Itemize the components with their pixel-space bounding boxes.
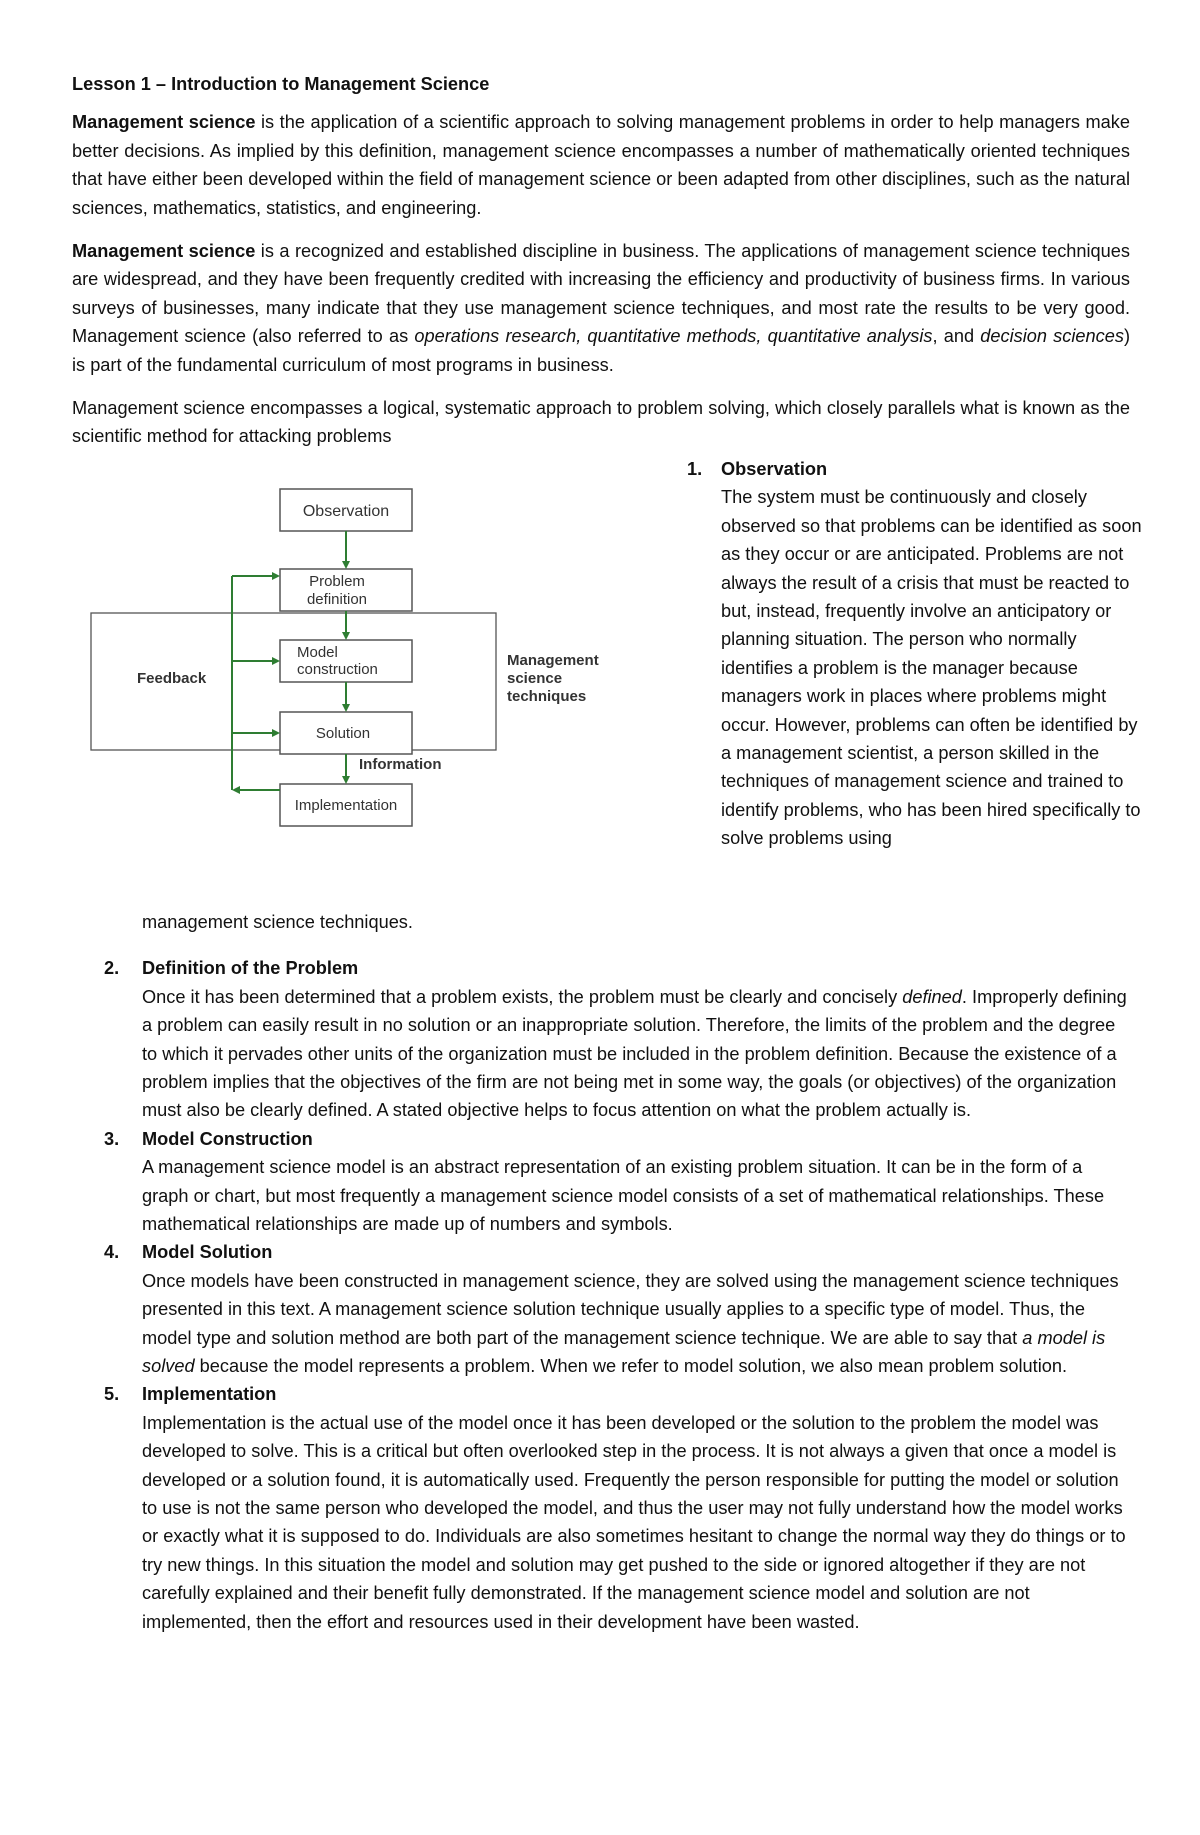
- intro-paragraph-2-text-b: , and: [932, 326, 981, 347]
- step-text: [142, 983, 1130, 1125]
- diagram-svg: [87, 477, 642, 877]
- alt-names-italic: operations research, quantitative methods, quantitative analysis: [414, 326, 933, 347]
- steps-list: [72, 954, 1130, 1636]
- step-definition: [72, 954, 1130, 1124]
- label-feedback: Feedback: [137, 669, 207, 687]
- step-text: The system must be continuously and closely observed so that problems can be identified as soon as they occur or are anticipated. Problems are not always the result of a crisis that must be reacted to but, instead, frequently involve an anticipatory or planning situation. The person who normally identifies a problem is the manager because managers work in places where problems might occur. However, problems can often be identified by a management scientist, a person skilled in the techniques of management science and trained to identify problems, who has been hired specifically to solve problems using: [721, 487, 1142, 849]
- figure-row: [72, 455, 1142, 910]
- step-heading: Observation: [721, 458, 828, 479]
- step-text: [142, 1267, 1130, 1381]
- intro-paragraph-2-text-c: ) is part of the fundamental curriculum of most programs in business.: [72, 326, 1130, 375]
- document-page: [72, 70, 1142, 1636]
- step-number: 4.: [104, 1242, 120, 1263]
- box-implementation-label: Implementation: [294, 796, 398, 814]
- step-number: 5.: [104, 1384, 120, 1405]
- intro-paragraph-1: [72, 108, 1130, 222]
- lesson-title: Lesson 1 – Introduction to Management Science: [72, 74, 490, 94]
- intro-paragraph-2: [72, 237, 1130, 379]
- step-number: 2.: [104, 958, 120, 979]
- step-text: Implementation is the actual use of the model once it has been developed or the solution to the problem the model was developed to solve. This is a critical but often overlooked step in the process. It is not always a given that once a model is developed or a solution found, it is automatically used. Frequently the person responsible for putting the model or solution to use is not the same person who developed the model, and thus the user may not fully understand how the model works or exactly what it is supposed to do. Individuals are also sometimes hesitant to change the normal way they do things or to try new things. In this situation the model and solution may get pushed to the side or ignored altogether if they are not carefully explained and their benefit fully demonstrated. If the management science model and solution are not implemented, then the effort and resources used in their development have been wasted.: [142, 1412, 1126, 1632]
- box-problem-label-1: Problem: [309, 572, 365, 590]
- label-techniques: techniques: [507, 687, 587, 705]
- box-solution-label: Solution: [315, 724, 371, 742]
- label-management: Management: [507, 651, 599, 669]
- step-number: 3.: [104, 1128, 120, 1149]
- box-problem-label-2: definition: [306, 590, 368, 608]
- step-heading: Implementation: [142, 1384, 277, 1405]
- step-model-solution: [72, 1238, 1130, 1380]
- step-model-construction: [72, 1125, 1130, 1239]
- term-management-science: Management science: [72, 112, 256, 133]
- step-heading: Model Solution: [142, 1242, 273, 1263]
- label-science: science: [507, 669, 563, 687]
- step-implementation: [72, 1380, 1130, 1636]
- box-observation-label: Observation: [302, 502, 390, 520]
- step-text-b: because the model represents a problem. When we refer to model solution, we also mean problem solution.: [194, 1355, 1068, 1376]
- step-text-a: Once it has been determined that a problem exists, the problem must be clearly and concisely: [142, 986, 903, 1007]
- term-management-science: Management science: [72, 241, 256, 262]
- step-number: 1.: [687, 458, 703, 479]
- intro-paragraph-2-text-a: is a recognized and established discipline in business. The applications of management science techniques are widespread, and they have been frequently credited with increasing the efficiency and productivity of business firms. In various surveys of businesses, many indicate that they use management science techniques, and most rate the results to be very good. Management science (also referred to as: [72, 241, 1130, 347]
- step-text-b: . Improperly defining a problem can easily result in no solution or an inappropriate solution. Therefore, the limits of the problem and the degree to which it pervades other units of the organization must be included in the problem definition. Because the existence of a problem implies that the objectives of the firm are not being met in some way, the goals (or objectives) of the organization must also be clearly defined. A stated objective helps to focus attention on what the problem actually is.: [142, 986, 1127, 1121]
- step-observation-body: [721, 455, 1142, 853]
- step-text-a: Once models have been constructed in management science, they are solved using the management science techniques presented in this text. A management science solution technique usually applies to a specific type of model. Thus, the model type and solution method are both part of the management science technique. We are able to say that: [142, 1270, 1119, 1348]
- step-heading: Model Construction: [142, 1128, 313, 1149]
- intro-paragraph-3: Management science encompasses a logical, systematic approach to problem solving, which closely parallels what is known as the scientific method for attacking problems: [72, 398, 1130, 447]
- scientific-method-diagram: [87, 477, 642, 877]
- step-heading: Definition of the Problem: [142, 958, 359, 979]
- step-observation-continuation: management science techniques.: [142, 911, 413, 932]
- intro-paragraph-1-text: is the application of a scientific approach to solving management problems in order to help managers make better decisions. As implied by this definition, management science encompasses a number of mathematically oriented techniques that have either been developed within the field of management science or been adapted from other disciplines, such as the natural sciences, mathematics, statistics, and engineering.: [72, 112, 1131, 218]
- box-model-label-2: construction: [297, 660, 378, 678]
- model-solved-italic: a model is solved: [142, 1327, 1106, 1376]
- decision-sciences-italic: decision sciences: [980, 326, 1124, 347]
- box-model-label-1: Model: [297, 643, 338, 661]
- label-information: Information: [359, 755, 442, 773]
- defined-italic: defined: [902, 986, 962, 1007]
- step-text: A management science model is an abstract representation of an existing problem situation. It can be in the form of a graph or chart, but most frequently a management science model consists of a set of mathematical relationships. These mathematical relationships are made up of numbers and symbols.: [142, 1157, 1105, 1234]
